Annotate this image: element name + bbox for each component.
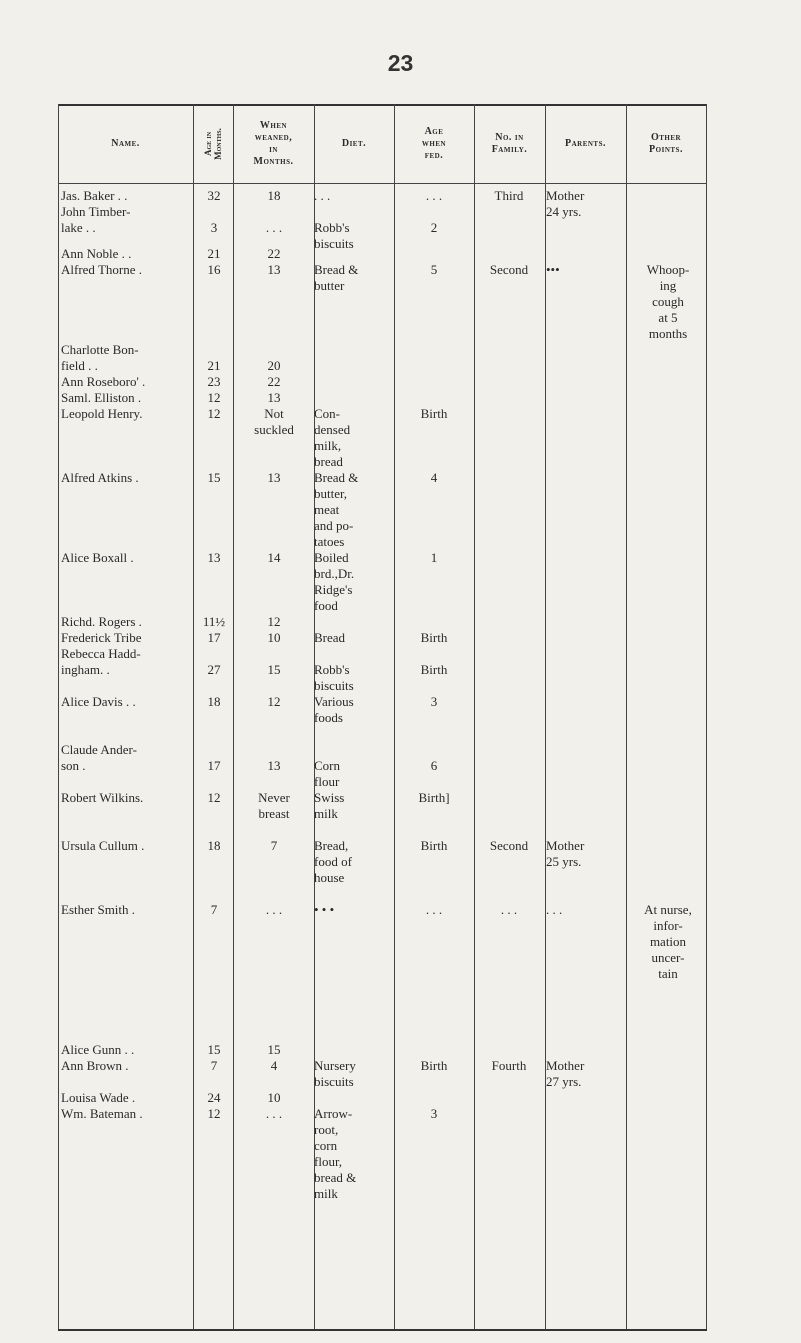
cell-age: 12	[207, 390, 221, 405]
cell-name: Alfred Thorne .	[61, 262, 142, 277]
cell-weaned: 14	[267, 550, 281, 565]
cell-age: 7	[210, 1058, 218, 1073]
cell-weaned: Never breast	[258, 790, 290, 821]
cell-name: Charlotte Bon- field . .	[61, 342, 139, 373]
header-diet: Diet.	[341, 138, 367, 149]
header-weaned: When weaned, in Months.	[253, 120, 294, 167]
cell-name: Rebecca Hadd- ingham. .	[61, 646, 141, 677]
cell-name: Claude Ander- son .	[61, 742, 137, 773]
cell-weaned: 22	[267, 246, 281, 261]
column-rule	[626, 104, 627, 1329]
cell-name: Richd. Rogers .	[61, 614, 142, 629]
cell-weaned: . . .	[265, 902, 283, 917]
column-rule	[233, 104, 234, 1329]
cell-diet: Bread & butter	[314, 262, 359, 293]
cell-age: 7	[210, 902, 218, 917]
cell-diet: Boiled brd.,Dr. Ridge's food	[314, 550, 355, 613]
header-parents: Parents.	[564, 138, 606, 149]
cell-weaned: . . .	[265, 1106, 283, 1121]
cell-age-fed: 3	[430, 1106, 438, 1121]
cell-age-fed: Birth	[420, 406, 448, 421]
cell-diet: Robb's biscuits	[314, 662, 354, 693]
cell-age: 24	[207, 1090, 221, 1105]
cell-age-fed: Birth]	[418, 790, 450, 805]
cell-diet: Bread & butter, meat and po- tatoes	[314, 470, 359, 549]
cell-age-fed: 4	[430, 470, 438, 485]
cell-age: 17	[207, 758, 221, 773]
header-age-fed: Age when fed.	[421, 126, 447, 161]
cell-diet: Arrow- root, corn flour, bread & milk	[314, 1106, 357, 1201]
cell-other: At nurse, infor- mation uncer- tain	[644, 902, 692, 981]
cell-age-fed: . . .	[425, 188, 443, 203]
cell-age: 21	[207, 246, 221, 261]
cell-diet: Robb's biscuits	[314, 220, 354, 251]
cell-age: 15	[207, 1042, 221, 1057]
cell-diet: Bread, food of house	[314, 838, 352, 885]
cell-age: 15	[207, 470, 221, 485]
cell-weaned: 18	[267, 188, 281, 203]
cell-name: Robert Wilkins.	[61, 790, 144, 805]
cell-family: Fourth	[491, 1058, 527, 1073]
column-rule	[706, 104, 707, 1329]
cell-age-fed: Birth	[420, 662, 448, 677]
header-age-cell	[193, 106, 233, 182]
cell-age: 12	[207, 1106, 221, 1121]
cell-weaned: 13	[267, 470, 281, 485]
column-rule	[545, 104, 546, 1329]
cell-age: 12	[207, 406, 221, 421]
cell-name: Ann Noble . .	[61, 246, 132, 261]
cell-age: 18	[207, 694, 221, 709]
cell-diet: . . .	[314, 188, 331, 203]
cell-age: 27	[207, 662, 221, 677]
cell-name: Ann Brown .	[61, 1058, 129, 1073]
cell-weaned: . . .	[265, 220, 283, 235]
header-family: No. in Family.	[491, 132, 528, 155]
header-other: Other Points.	[649, 132, 683, 155]
cell-age-fed: 5	[430, 262, 438, 277]
cell-age: 13	[207, 550, 221, 565]
cell-age: 32	[207, 188, 221, 203]
cell-weaned: 13	[267, 390, 281, 405]
column-rule	[58, 104, 59, 1329]
cell-age: 17	[207, 630, 221, 645]
cell-weaned: 15	[267, 1042, 281, 1057]
cell-parents: . . .	[546, 902, 563, 917]
cell-age-fed: 6	[430, 758, 438, 773]
cell-age: 11½	[202, 614, 226, 629]
column-rule	[193, 104, 194, 1329]
cell-age: 3	[210, 220, 218, 235]
cell-weaned: 13	[267, 262, 281, 277]
cell-diet: Nursery biscuits	[314, 1058, 356, 1089]
cell-weaned: 7	[270, 838, 278, 853]
cell-weaned: 12	[267, 694, 281, 709]
cell-name: Saml. Elliston .	[61, 390, 142, 405]
cell-age-fed: 3	[430, 694, 438, 709]
cell-name: Frederick Tribe	[61, 630, 142, 645]
cell-other: Whoop- ing cough at 5 months	[646, 262, 690, 341]
cell-name: Wm. Bateman .	[61, 1106, 143, 1121]
header-age: Age in Months.	[203, 128, 223, 160]
cell-name: Esther Smith .	[61, 902, 136, 917]
cell-diet: Corn flour	[314, 758, 340, 789]
cell-parents: Mother 24 yrs.	[546, 188, 585, 219]
header-name: Name.	[111, 138, 140, 149]
cell-weaned: 15	[267, 662, 281, 677]
cell-name: Alice Boxall .	[61, 550, 134, 565]
cell-name: Ursula Cullum .	[61, 838, 145, 853]
cell-parents: •••	[546, 262, 560, 277]
cell-diet: • • •	[314, 902, 335, 917]
cell-diet: Bread	[314, 630, 346, 645]
cell-age-fed: . . .	[425, 902, 443, 917]
cell-diet: Con- densed milk, bread	[314, 406, 351, 469]
cell-weaned: 10	[267, 1090, 281, 1105]
cell-weaned: 20	[267, 358, 281, 373]
cell-age: 12	[207, 790, 221, 805]
column-rule	[474, 104, 475, 1329]
cell-age-fed: Birth	[420, 1058, 448, 1073]
cell-age-fed: 2	[430, 220, 438, 235]
cell-name: Alice Gunn . .	[61, 1042, 135, 1057]
cell-diet: Various foods	[314, 694, 354, 725]
cell-parents: Mother 27 yrs.	[546, 1058, 585, 1089]
cell-weaned: 22	[267, 374, 281, 389]
column-rule	[394, 104, 395, 1329]
cell-weaned: 4	[270, 1058, 278, 1073]
cell-weaned: 13	[267, 758, 281, 773]
cell-parents: Mother 25 yrs.	[546, 838, 585, 869]
cell-age: 16	[207, 262, 221, 277]
cell-name: Alice Davis . .	[61, 694, 136, 709]
cell-name: Alfred Atkins .	[61, 470, 139, 485]
cell-age: 21	[207, 358, 221, 373]
cell-age-fed: Birth	[420, 838, 448, 853]
cell-family: Third	[494, 188, 524, 203]
cell-family: . . .	[500, 902, 518, 917]
cell-age-fed: 1	[430, 550, 438, 565]
cell-weaned: Not suckled	[254, 406, 294, 437]
header-divider	[58, 183, 707, 184]
cell-name: Jas. Baker . .	[61, 188, 128, 203]
cell-diet: Swiss milk	[314, 790, 345, 821]
cell-age-fed: Birth	[420, 630, 448, 645]
cell-name: John Timber- lake . .	[61, 204, 131, 235]
cell-name: Ann Roseboro' .	[61, 374, 146, 389]
cell-family: Second	[489, 262, 529, 277]
cell-family: Second	[489, 838, 529, 853]
cell-name: Leopold Henry.	[61, 406, 143, 421]
cell-age: 23	[207, 374, 221, 389]
page-number: 23	[387, 50, 414, 76]
cell-weaned: 10	[267, 630, 281, 645]
cell-age: 18	[207, 838, 221, 853]
cell-weaned: 12	[267, 614, 281, 629]
cell-name: Louisa Wade .	[61, 1090, 136, 1105]
